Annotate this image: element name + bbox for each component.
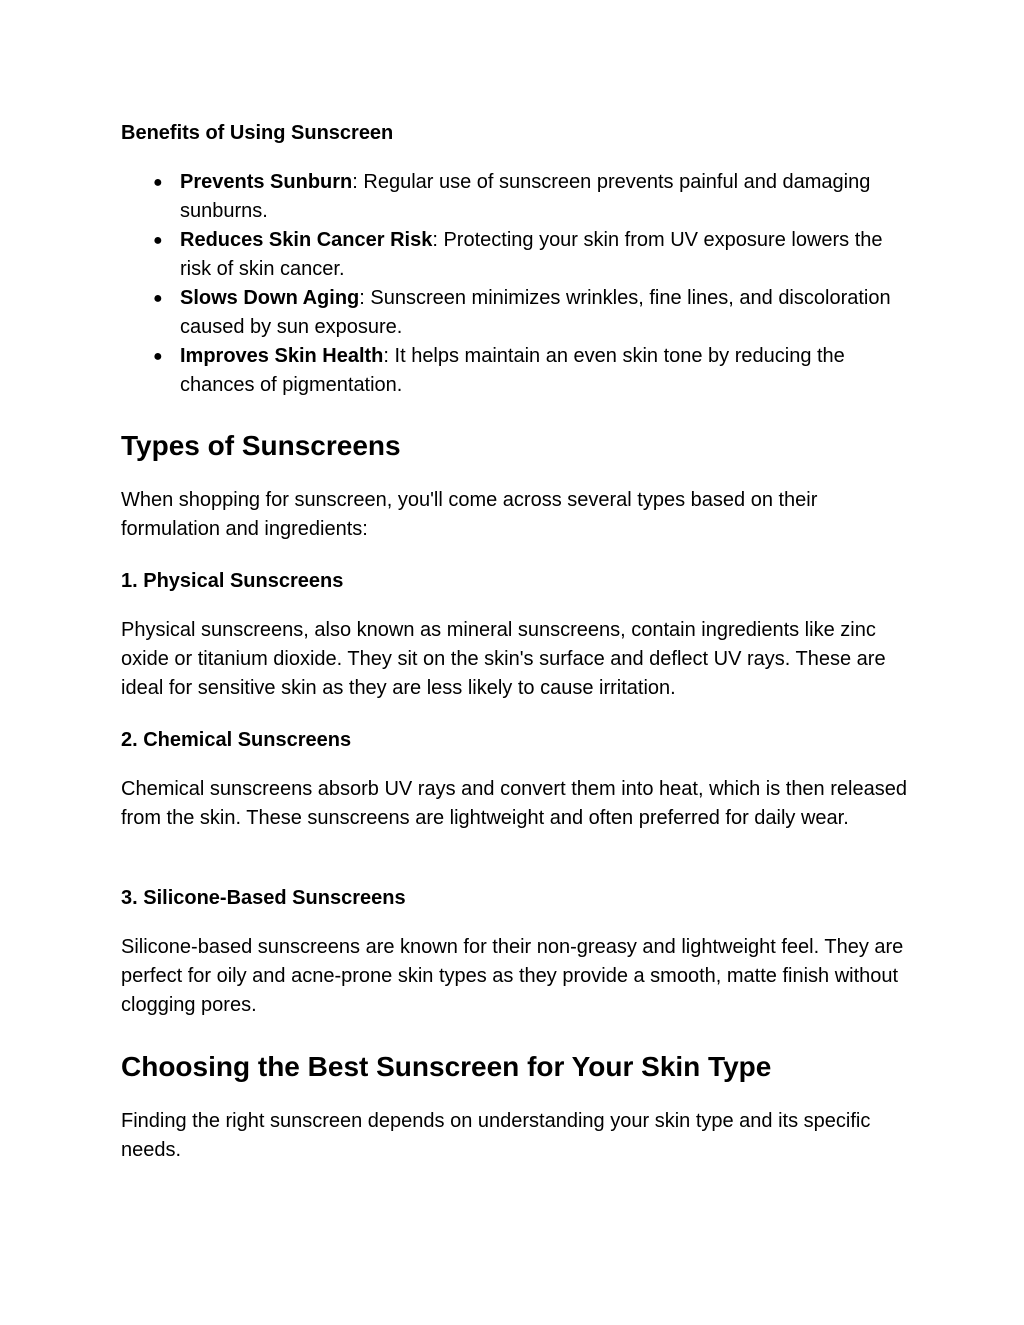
benefits-list bbox=[121, 168, 911, 400]
benefits-heading: Benefits of Using Sunscreen bbox=[121, 122, 394, 144]
chemical-heading: 2. Chemical Sunscreens bbox=[121, 729, 352, 751]
bullet-icon: ● bbox=[153, 348, 163, 365]
bullet-term: Improves Skin Health bbox=[180, 345, 384, 367]
bullet-text: : Regular use of sunscreen prevents painful and damaging sunburns. bbox=[180, 171, 871, 222]
bullet-text: : Protecting your skin from UV exposure lowers the risk of skin cancer. bbox=[180, 229, 883, 280]
silicone-heading: 3. Silicone-Based Sunscreens bbox=[121, 887, 406, 909]
bullet-term: Slows Down Aging bbox=[180, 287, 360, 309]
physical-heading: 1. Physical Sunscreens bbox=[121, 570, 344, 592]
bullet-term: Reduces Skin Cancer Risk bbox=[180, 229, 433, 251]
choosing-heading: Choosing the Best Sunscreen for Your Skin Type bbox=[121, 1051, 772, 1082]
silicone-body: Silicone-based sunscreens are known for their non-greasy and lightweight feel. They are perfect for oily and acne-prone skin types as they provide a smooth, matte finish without clogging pores. bbox=[121, 936, 904, 1016]
bullet-text: : Sunscreen minimizes wrinkles, fine lines, and discoloration caused by sun exposure. bbox=[180, 287, 891, 338]
list-item bbox=[121, 284, 911, 342]
bullet-icon: ● bbox=[153, 174, 163, 191]
list-item bbox=[121, 342, 911, 400]
chemical-body: Chemical sunscreens absorb UV rays and convert them into heat, which is then released from the skin. These sunscreens are lightweight and often preferred for daily wear. bbox=[121, 778, 907, 829]
bullet-icon: ● bbox=[153, 290, 163, 307]
list-item bbox=[121, 168, 911, 226]
choosing-intro: Finding the right sunscreen depends on understanding your skin type and its specific needs. bbox=[121, 1110, 871, 1161]
bullet-icon: ● bbox=[153, 232, 163, 249]
types-intro: When shopping for sunscreen, you'll come across several types based on their formulation and ingredients: bbox=[121, 489, 818, 540]
list-item bbox=[121, 226, 911, 284]
physical-body: Physical sunscreens, also known as mineral sunscreens, contain ingredients like zinc oxide or titanium dioxide. They sit on the skin's surface and deflect UV rays. These are ideal for sensitive skin as they are less likely to cause irritation. bbox=[121, 619, 886, 699]
bullet-term: Prevents Sunburn bbox=[180, 171, 353, 193]
bullet-text: : It helps maintain an even skin tone by reducing the chances of pigmentation. bbox=[180, 345, 845, 396]
types-heading: Types of Sunscreens bbox=[121, 430, 401, 461]
